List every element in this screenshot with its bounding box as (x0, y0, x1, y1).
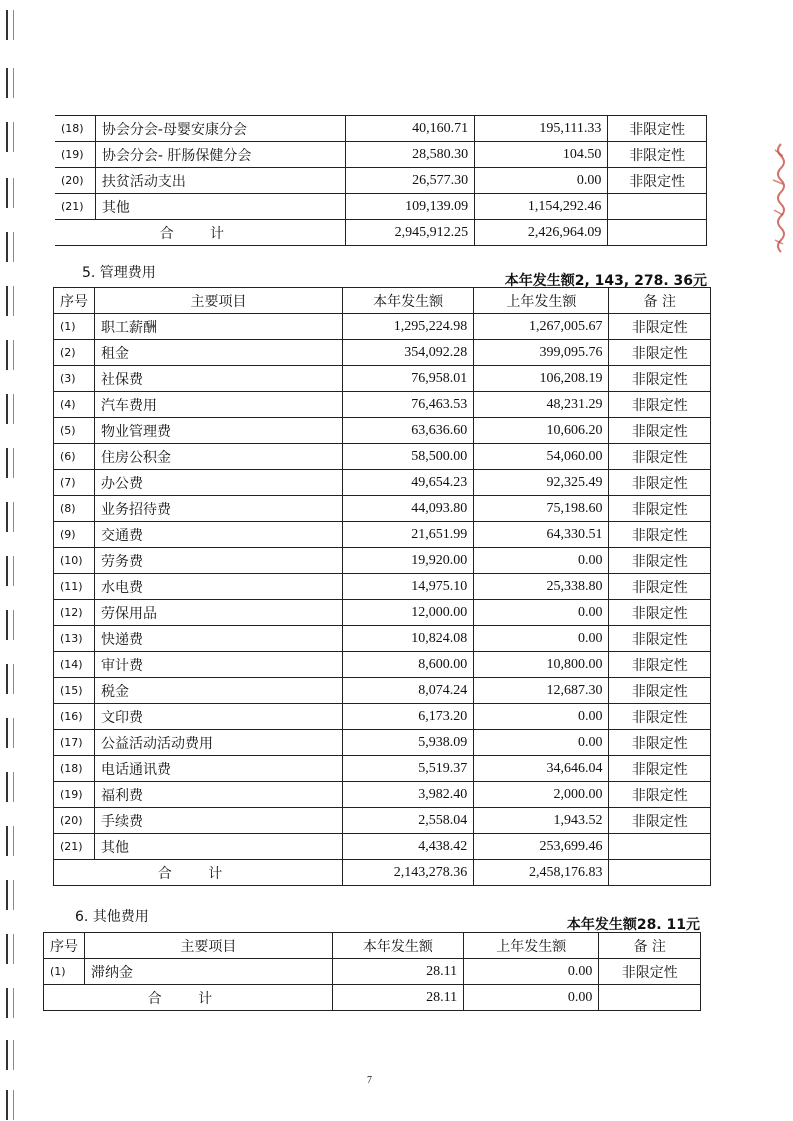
row-note: 非限定性 (608, 116, 707, 142)
table-row (54, 470, 711, 496)
binder-mark (6, 10, 14, 40)
row-prior: 0.00 (474, 704, 609, 730)
table-header-row (54, 288, 711, 314)
table-row (55, 168, 707, 194)
binder-mark (6, 502, 14, 532)
row-note: 非限定性 (609, 314, 711, 340)
row-note: 非限定性 (609, 652, 711, 678)
table-row (54, 756, 711, 782)
row-number: (16) (54, 704, 95, 730)
binder-mark (6, 718, 14, 748)
row-number: (10) (54, 548, 95, 574)
row-current: 19,920.00 (343, 548, 474, 574)
table-row (55, 142, 707, 168)
row-prior: 34,646.04 (474, 756, 609, 782)
row-current: 63,636.60 (343, 418, 474, 444)
binder-mark (6, 772, 14, 802)
table-row (54, 600, 711, 626)
row-note: 非限定性 (609, 392, 711, 418)
row-number: (4) (54, 392, 95, 418)
row-current: 354,092.28 (343, 340, 474, 366)
row-item: 水电费 (95, 574, 343, 600)
row-current: 14,975.10 (343, 574, 474, 600)
other-expense-table (43, 932, 701, 1011)
table-row (54, 808, 711, 834)
row-number: (11) (54, 574, 95, 600)
table-row (54, 574, 711, 600)
row-note: 非限定性 (609, 444, 711, 470)
row-number: (21) (54, 834, 95, 860)
row-prior: 92,325.49 (474, 470, 609, 496)
row-number: (17) (54, 730, 95, 756)
binder-edge (0, 0, 20, 1121)
total-prior: 2,458,176.83 (474, 860, 609, 886)
table-row (54, 418, 711, 444)
header-current: 本年发生额 (343, 288, 474, 314)
row-note: 非限定性 (609, 522, 711, 548)
header-prior: 上年发生额 (474, 288, 609, 314)
row-note: 非限定性 (609, 678, 711, 704)
row-number: (14) (54, 652, 95, 678)
row-number: (7) (54, 470, 95, 496)
table-row (54, 626, 711, 652)
row-number: (6) (54, 444, 95, 470)
row-prior: 12,687.30 (474, 678, 609, 704)
row-note: 非限定性 (609, 782, 711, 808)
header-prior: 上年发生额 (464, 933, 599, 959)
row-item: 业务招待费 (95, 496, 343, 522)
table-row (55, 116, 707, 142)
row-note: 非限定性 (609, 808, 711, 834)
section6-amount: 本年发生额28. 11元 (566, 917, 700, 933)
total-note (599, 985, 701, 1011)
row-number: (1) (44, 959, 85, 985)
section6-title: 6. 其他费用 (75, 909, 149, 925)
table-row (54, 314, 711, 340)
header-current: 本年发生额 (332, 933, 463, 959)
row-note: 非限定性 (608, 168, 707, 194)
total-label: 合 计 (44, 985, 333, 1011)
row-prior: 0.00 (474, 626, 609, 652)
row-current: 28,580.30 (345, 142, 474, 168)
binder-mark (6, 178, 14, 208)
table-row (55, 194, 707, 220)
row-prior: 1,154,292.46 (475, 194, 608, 220)
row-item: 文印费 (95, 704, 343, 730)
row-note: 非限定性 (609, 366, 711, 392)
row-prior: 1,943.52 (474, 808, 609, 834)
row-number: (20) (55, 168, 95, 194)
row-item: 其他 (95, 194, 345, 220)
row-number: (19) (55, 142, 95, 168)
binder-mark (6, 122, 14, 152)
total-note (609, 860, 711, 886)
row-prior: 0.00 (464, 959, 599, 985)
page-number: 7 (367, 1075, 372, 1086)
row-current: 109,139.09 (345, 194, 474, 220)
row-number: (19) (54, 782, 95, 808)
row-prior: 54,060.00 (474, 444, 609, 470)
row-note (608, 194, 707, 220)
row-prior: 399,095.76 (474, 340, 609, 366)
row-number: (18) (55, 116, 95, 142)
row-current: 26,577.30 (345, 168, 474, 194)
row-current: 12,000.00 (343, 600, 474, 626)
header-no: 序号 (44, 933, 85, 959)
total-row (55, 220, 707, 246)
row-current: 76,463.53 (343, 392, 474, 418)
table-row (54, 392, 711, 418)
row-number: (9) (54, 522, 95, 548)
row-item: 手续费 (95, 808, 343, 834)
binder-mark (6, 988, 14, 1018)
row-number: (21) (55, 194, 95, 220)
row-prior: 75,198.60 (474, 496, 609, 522)
row-note: 非限定性 (609, 574, 711, 600)
row-note: 非限定性 (609, 548, 711, 574)
binder-mark (6, 934, 14, 964)
binder-mark (6, 1090, 14, 1120)
binder-mark (6, 880, 14, 910)
continued-expense-table (55, 115, 707, 246)
row-current: 1,295,224.98 (343, 314, 474, 340)
row-note: 非限定性 (599, 959, 701, 985)
table-row (54, 366, 711, 392)
row-current: 3,982.40 (343, 782, 474, 808)
row-item: 汽车费用 (95, 392, 343, 418)
row-number: (20) (54, 808, 95, 834)
row-prior: 2,000.00 (474, 782, 609, 808)
binder-mark (6, 394, 14, 424)
total-current: 2,945,912.25 (345, 220, 474, 246)
row-number: (2) (54, 340, 95, 366)
row-item: 办公费 (95, 470, 343, 496)
row-number: (13) (54, 626, 95, 652)
seam-seal (767, 140, 789, 260)
binder-mark (6, 448, 14, 478)
binder-mark (6, 286, 14, 316)
row-item: 税金 (95, 678, 343, 704)
total-row (44, 985, 701, 1011)
row-number: (18) (54, 756, 95, 782)
row-prior: 0.00 (474, 600, 609, 626)
row-prior: 10,800.00 (474, 652, 609, 678)
table-row (54, 730, 711, 756)
header-item: 主要项目 (85, 933, 333, 959)
binder-mark (6, 68, 14, 98)
row-number: (1) (54, 314, 95, 340)
row-prior: 10,606.20 (474, 418, 609, 444)
table-row (54, 782, 711, 808)
section5-amount: 本年发生额2, 143, 278. 36元 (504, 273, 707, 289)
header-note: 备 注 (609, 288, 711, 314)
total-row (54, 860, 711, 886)
total-current: 2,143,278.36 (343, 860, 474, 886)
header-item: 主要项目 (95, 288, 343, 314)
row-item: 协会分会- 肝肠保健分会 (95, 142, 345, 168)
row-current: 8,074.24 (343, 678, 474, 704)
row-number: (12) (54, 600, 95, 626)
row-item: 快递费 (95, 626, 343, 652)
table-row (54, 834, 711, 860)
row-note: 非限定性 (609, 704, 711, 730)
row-current: 5,519.37 (343, 756, 474, 782)
management-expense-table (53, 287, 711, 886)
binder-mark (6, 340, 14, 370)
row-current: 2,558.04 (343, 808, 474, 834)
row-item: 住房公积金 (95, 444, 343, 470)
table-header-row (44, 933, 701, 959)
row-note: 非限定性 (609, 418, 711, 444)
row-current: 49,654.23 (343, 470, 474, 496)
row-number: (5) (54, 418, 95, 444)
row-prior: 195,111.33 (475, 116, 608, 142)
row-note: 非限定性 (609, 470, 711, 496)
row-note: 非限定性 (609, 340, 711, 366)
binder-mark (6, 826, 14, 856)
binder-mark (6, 610, 14, 640)
table-row (54, 444, 711, 470)
row-item: 劳务费 (95, 548, 343, 574)
row-item: 其他 (95, 834, 343, 860)
row-current: 8,600.00 (343, 652, 474, 678)
table-row (54, 548, 711, 574)
row-note: 非限定性 (609, 600, 711, 626)
table-row (54, 704, 711, 730)
total-note (608, 220, 707, 246)
row-item: 协会分会-母婴安康分会 (95, 116, 345, 142)
row-item: 租金 (95, 340, 343, 366)
row-current: 28.11 (332, 959, 463, 985)
row-current: 58,500.00 (343, 444, 474, 470)
binder-mark (6, 1040, 14, 1070)
total-prior: 0.00 (464, 985, 599, 1011)
header-no: 序号 (54, 288, 95, 314)
total-current: 28.11 (332, 985, 463, 1011)
total-label: 合 计 (54, 860, 343, 886)
table-row (54, 496, 711, 522)
total-label: 合 计 (55, 220, 345, 246)
row-current: 10,824.08 (343, 626, 474, 652)
binder-mark (6, 664, 14, 694)
row-item: 扶贫活动支出 (95, 168, 345, 194)
row-current: 21,651.99 (343, 522, 474, 548)
row-current: 5,938.09 (343, 730, 474, 756)
row-item: 物业管理费 (95, 418, 343, 444)
table-row (54, 340, 711, 366)
row-note: 非限定性 (609, 626, 711, 652)
row-prior: 106,208.19 (474, 366, 609, 392)
row-current: 76,958.01 (343, 366, 474, 392)
row-number: (15) (54, 678, 95, 704)
row-note: 非限定性 (608, 142, 707, 168)
row-current: 6,173.20 (343, 704, 474, 730)
row-current: 44,093.80 (343, 496, 474, 522)
row-prior: 0.00 (474, 548, 609, 574)
table-row (54, 652, 711, 678)
row-item: 职工薪酬 (95, 314, 343, 340)
row-note (609, 834, 711, 860)
row-item: 审计费 (95, 652, 343, 678)
row-item: 滞纳金 (85, 959, 333, 985)
total-prior: 2,426,964.09 (475, 220, 608, 246)
row-prior: 104.50 (475, 142, 608, 168)
row-prior: 1,267,005.67 (474, 314, 609, 340)
row-item: 社保费 (95, 366, 343, 392)
binder-mark (6, 232, 14, 262)
row-item: 劳保用品 (95, 600, 343, 626)
table-row (54, 678, 711, 704)
row-note: 非限定性 (609, 730, 711, 756)
row-prior: 0.00 (475, 168, 608, 194)
row-item: 福利费 (95, 782, 343, 808)
header-note: 备 注 (599, 933, 701, 959)
row-prior: 25,338.80 (474, 574, 609, 600)
row-number: (8) (54, 496, 95, 522)
row-item: 公益活动活动费用 (95, 730, 343, 756)
row-prior: 0.00 (474, 730, 609, 756)
row-current: 4,438.42 (343, 834, 474, 860)
row-item: 交通费 (95, 522, 343, 548)
section5-title: 5. 管理费用 (82, 265, 156, 281)
binder-mark (6, 556, 14, 586)
row-prior: 64,330.51 (474, 522, 609, 548)
row-item: 电话通讯费 (95, 756, 343, 782)
table-row (54, 522, 711, 548)
table-row (44, 959, 701, 985)
row-number: (3) (54, 366, 95, 392)
row-note: 非限定性 (609, 756, 711, 782)
row-note: 非限定性 (609, 496, 711, 522)
row-current: 40,160.71 (345, 116, 474, 142)
row-prior: 48,231.29 (474, 392, 609, 418)
row-prior: 253,699.46 (474, 834, 609, 860)
